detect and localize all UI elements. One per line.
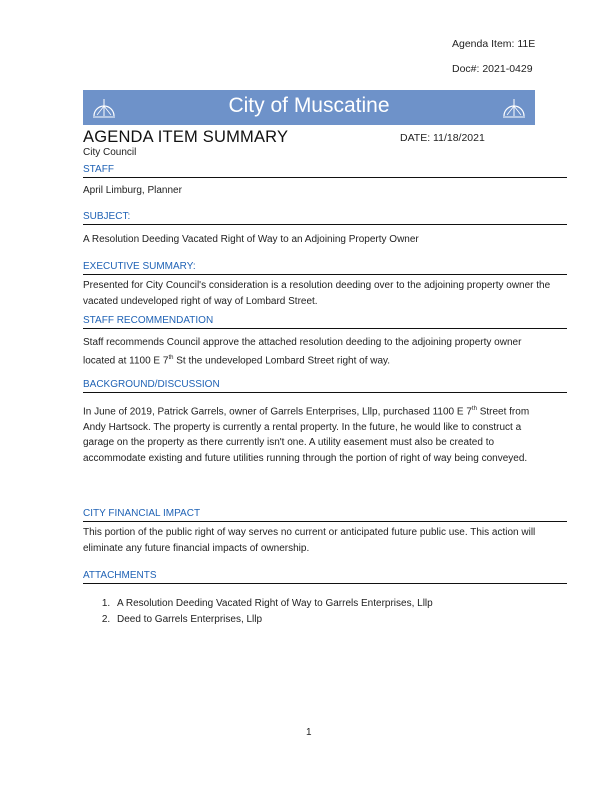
staff-recommendation-text bbox=[83, 335, 553, 368]
city-banner bbox=[83, 90, 535, 125]
background-text bbox=[83, 402, 533, 466]
governing-body: City Council bbox=[83, 147, 137, 158]
superscript: th bbox=[471, 406, 477, 412]
attachments-list bbox=[83, 596, 553, 628]
text: St the undeveloped Lombard Street right of way. bbox=[173, 354, 391, 366]
section-heading-staff-recommendation: STAFF RECOMMENDATION bbox=[83, 315, 567, 329]
section-heading-attachments: ATTACHMENTS bbox=[83, 570, 567, 584]
section-heading-executive-summary: EXECUTIVE SUMMARY: bbox=[83, 261, 567, 275]
text: Street from Andy Hartsock. The property is currently a rental property. In the future, he would like to construct a garage on the property as there currently isn't one. A utility easement must also be created to accommodate existing and future utilities running through the portion of right of way being conveyed. bbox=[83, 406, 530, 464]
attachment-item: 1. A Resolution Deeding Vacated Right of Way to Garrels Enterprises, Lllp bbox=[113, 596, 553, 612]
attachment-item: 2. Deed to Garrels Enterprises, Lllp bbox=[113, 612, 553, 628]
meeting-date: DATE: 11/18/2021 bbox=[400, 132, 485, 144]
text: In June of 2019, Patrick Garrels, owner of Garrels Enterprises, Lllp, purchased 1100 E 7 bbox=[83, 406, 472, 418]
section-heading-staff: STAFF bbox=[83, 164, 567, 178]
superscript: th bbox=[168, 354, 174, 361]
financial-impact-text: This portion of the public right of way serves no current or anticipated future public use. This action will eliminate any future financial impacts of ownership. bbox=[83, 527, 536, 554]
document-number: Doc#: 2021-0429 bbox=[452, 63, 533, 75]
section-heading-background: BACKGROUND/DISCUSSION bbox=[83, 379, 567, 393]
agenda-item-number: Agenda Item: 11E bbox=[452, 38, 536, 50]
page-title: AGENDA ITEM SUMMARY bbox=[83, 128, 289, 146]
text: Staff recommends Council approve the attached resolution deeding to the adjoining property owner located at 1100 E 7 bbox=[83, 337, 522, 366]
banner-title: City of Muscatine bbox=[228, 94, 390, 117]
page-number: 1 bbox=[306, 727, 312, 738]
executive-summary-text: Presented for City Council's consideration is a resolution deeding over to the adjoining property owner the vacated undeveloped right of way of Lombard Street. bbox=[83, 280, 551, 307]
subject-text: A Resolution Deeding Vacated Right of Way to an Adjoining Property Owner bbox=[83, 234, 419, 245]
section-heading-financial-impact: CITY FINANCIAL IMPACT bbox=[83, 508, 567, 522]
city-logo-icon bbox=[501, 95, 527, 121]
staff-text: April Limburg, Planner bbox=[83, 185, 182, 196]
section-heading-subject: SUBJECT: bbox=[83, 211, 567, 225]
